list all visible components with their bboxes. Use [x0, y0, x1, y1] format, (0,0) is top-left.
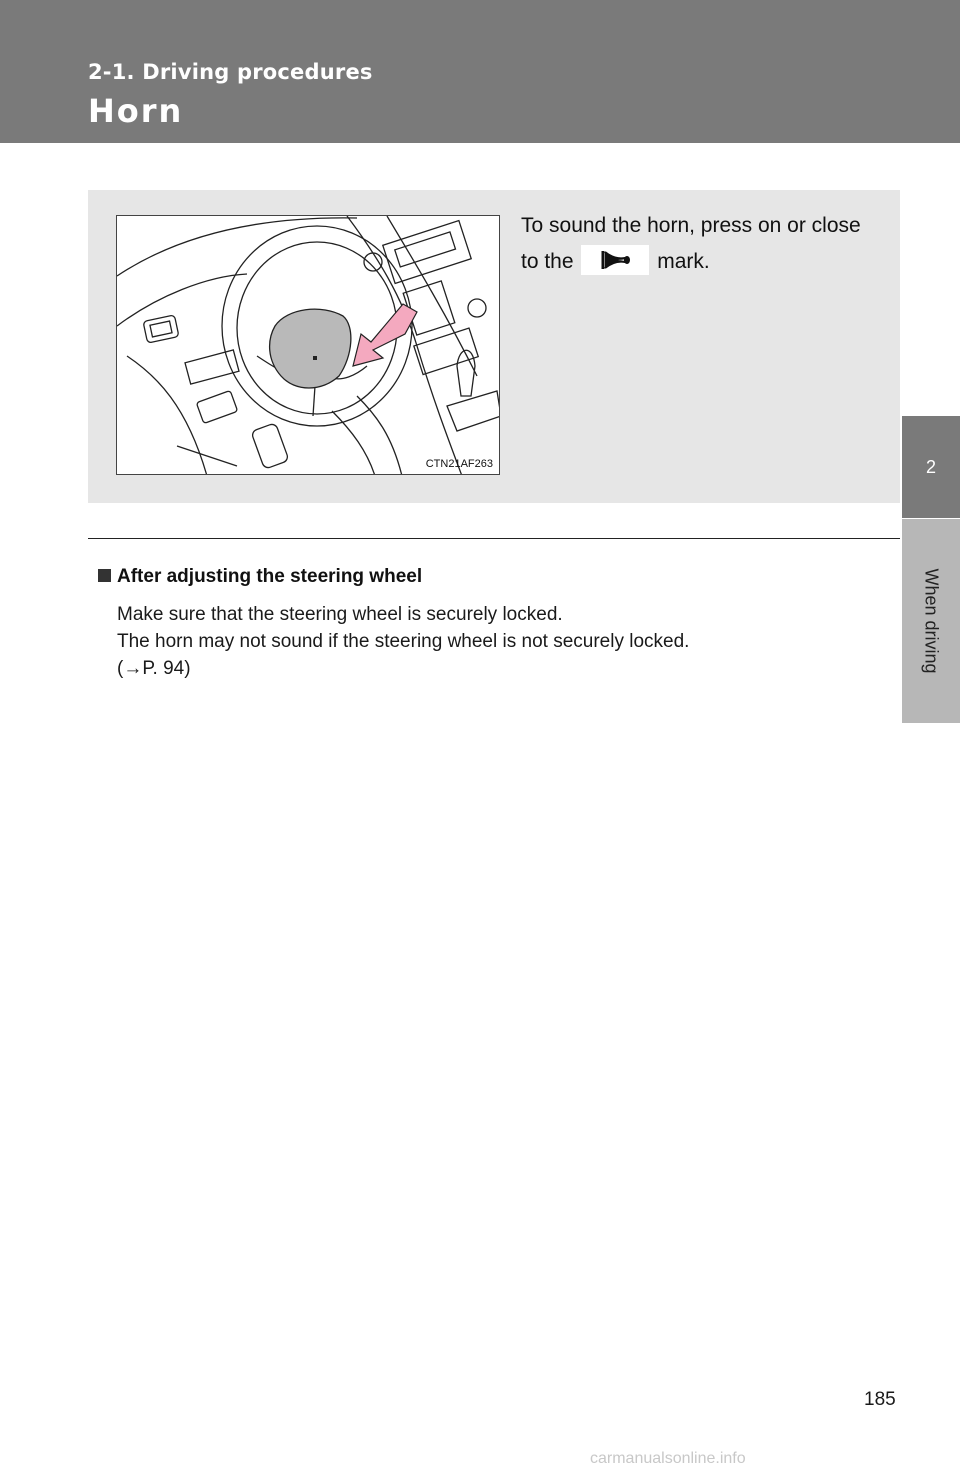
page-reference-link[interactable]: (→P. 94) [117, 658, 191, 679]
horn-pad [270, 309, 351, 388]
steering-wheel-drawing [117, 216, 500, 475]
divider [88, 538, 900, 539]
page-header [0, 0, 960, 143]
note-body [117, 601, 897, 682]
instruction-text-before: To sound the horn, press on or close to the [521, 214, 861, 273]
page-title: Horn [88, 92, 184, 130]
chapter-tab-number[interactable] [902, 416, 960, 518]
chapter-tab-label[interactable] [902, 519, 960, 723]
note-heading [98, 566, 422, 588]
square-bullet-icon [98, 569, 111, 582]
chapter-label: When driving [921, 568, 942, 674]
page-number: 185 [864, 1389, 896, 1410]
steering-wheel-illustration [116, 215, 500, 475]
watermark: carmanualsonline.info [590, 1450, 746, 1467]
figure-code: CTN21AF263 [425, 458, 493, 470]
note-heading-text: After adjusting the steering wheel [117, 566, 423, 587]
chapter-number: 2 [925, 456, 936, 477]
note-line: The horn may not sound if the steering wheel is not securely locked. [117, 631, 690, 652]
note-line: Make sure that the steering wheel is securely locked. [117, 604, 563, 625]
horn-instruction [521, 208, 881, 280]
instruction-text-after: mark. [657, 250, 710, 273]
section-label: 2-1. Driving procedures [88, 60, 373, 84]
horn-icon [581, 245, 649, 275]
